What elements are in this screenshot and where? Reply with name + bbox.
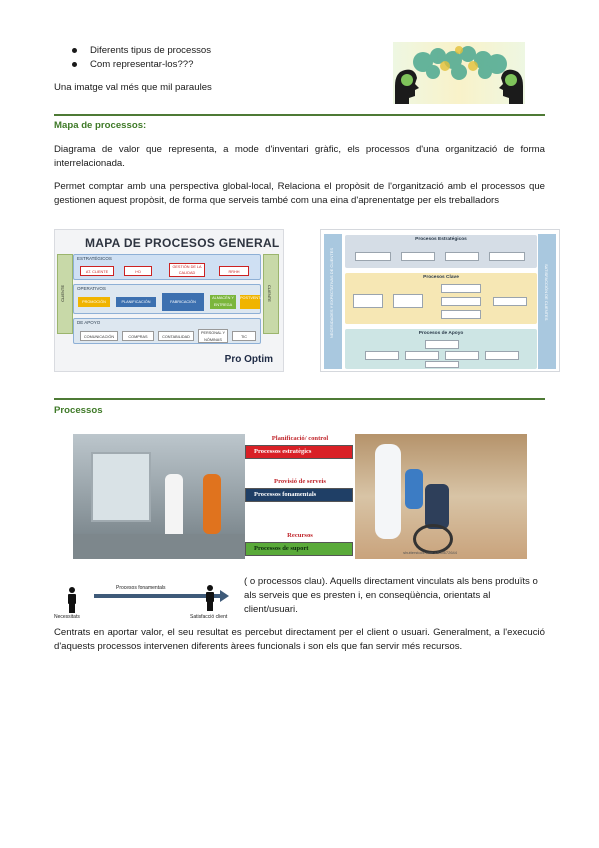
mapa-procesos-clave-figure <box>320 229 560 372</box>
process-cell <box>445 252 479 261</box>
satisfaction-side-bar <box>538 234 556 369</box>
process-cell <box>425 340 459 349</box>
figure-title: MAPA DE PROCESOS GENERAL <box>85 236 280 250</box>
block-title: Procesos Estratégicos <box>415 237 467 242</box>
clave-block <box>345 273 537 324</box>
process-cell <box>425 361 459 368</box>
process-box: RRHH <box>219 266 249 276</box>
caption-planificacio: Planificació/ control <box>271 435 329 442</box>
process-cell <box>393 294 423 308</box>
section-heading-processos: Processos <box>54 405 103 416</box>
process-box: FABRICACIÓN <box>162 293 204 311</box>
bar-suport: Processos de suport <box>245 542 353 556</box>
process-box: ALMACÉN Y ENTREGA <box>210 295 236 309</box>
process-cell <box>445 351 479 360</box>
band-label: DE APOYO <box>77 320 101 325</box>
process-box: AT. CLIENTE <box>80 266 114 276</box>
band-label: ESTRATÉGICOS <box>77 256 112 261</box>
process-box: PERSONAL Y NÓMINAS <box>198 329 228 343</box>
process-cell <box>405 351 439 360</box>
process-box: I+D <box>124 266 152 276</box>
paragraph: Centrats en aportar valor, el seu resultat es percebut directament per el client o usuari. Generalment, a l'execució d'aquests processos intervenen diferents àrees funcionals i son els que fan servir més recursos. <box>54 627 545 652</box>
process-cell <box>485 351 519 360</box>
process-cell <box>365 351 399 360</box>
process-box: PLANIFICACIÓN <box>116 297 156 307</box>
arrow-label: Procesos fonamentals <box>116 585 166 591</box>
bullet-item: Com representar-los??? <box>72 58 211 72</box>
process-box: COMUNICACIÓN <box>80 331 118 341</box>
apoyo-band <box>73 318 261 344</box>
process-box: POSTVENTA <box>240 295 260 309</box>
needs-side-bar <box>324 234 342 369</box>
process-box: PROMOCIÓN <box>78 297 110 307</box>
process-cell <box>441 284 481 293</box>
process-cell <box>401 252 435 261</box>
process-cell <box>489 252 525 261</box>
cliente-left-label: CLIENTE <box>60 285 65 302</box>
process-cell <box>441 310 481 319</box>
bullet-list <box>72 44 211 72</box>
block-title: Procesos Clave <box>423 275 459 280</box>
bar-estrategics: Processos estratègics <box>245 445 353 459</box>
stock-watermark: shutterstock.com • 533672644 <box>403 550 457 556</box>
intro-line: Una imatge val més que mil paraules <box>54 82 212 93</box>
band-label: OPERATIVOS <box>77 286 106 291</box>
estrategicos-band <box>73 254 261 280</box>
block-title: Procesos de Apoyo <box>418 331 464 336</box>
arrow-line <box>94 594 222 598</box>
mapa-procesos-general-figure <box>54 229 284 372</box>
process-box: TIC <box>232 331 256 341</box>
processos-photo-figure <box>73 434 527 559</box>
stick-figure-diagram <box>54 583 240 623</box>
paragraph: Permet comptar amb una perspectiva global-local, Relaciona el propòsit de l'organització amb el processos que gestionen aquest propòsit, de forma que serveis també com una eina d'aprenentatge per els treballadors <box>54 181 545 206</box>
process-cell <box>441 297 481 306</box>
estrategicos-block <box>345 235 537 268</box>
operativos-band <box>73 284 261 314</box>
needs-label: NECESIDADES Y EXPECTATIVAS DE CLIENTES <box>329 248 334 339</box>
heads-icon <box>393 42 525 104</box>
hospital-corridor-photo <box>73 434 245 559</box>
section-heading-mapa: Mapa de processos: <box>54 120 147 131</box>
paragraph-right: ( o processos clau). Aquells directament vinculats als bens produïts o als serveis que es presten i, en conseqüència, orientats al client/usuari. <box>244 576 538 615</box>
bullet-item: Diferents tipus de processos <box>72 44 211 58</box>
cliente-left-bar <box>57 254 73 334</box>
bar-fonamentals: Processos fonamentals <box>245 488 353 502</box>
satisfaction-label: SATISFACCIÓN DE CLIENTES <box>543 264 549 321</box>
cliente-right-label: CLIENTE <box>266 285 272 302</box>
section-divider <box>54 398 545 400</box>
process-box: GESTIÓN DE LA CALIDAD <box>169 263 205 277</box>
right-label: Satisfacció client <box>190 614 228 620</box>
caption-provisio: Provisió de serveis <box>274 478 326 485</box>
process-cell <box>355 252 391 261</box>
two-heads-illustration <box>393 42 525 104</box>
section-divider <box>54 114 545 116</box>
prooptim-logo: Pro Optim <box>224 353 273 365</box>
person-icon <box>66 587 78 613</box>
nurse-wheelchair-photo <box>355 434 527 559</box>
process-cell <box>493 297 527 306</box>
process-box: CONTABILIDAD <box>158 331 194 341</box>
apoyo-block <box>345 329 537 369</box>
process-box: COMPRAS <box>122 331 154 341</box>
paragraph: Diagrama de valor que representa, a mode d'inventari gràfic, els processos d'una organització de forma interrelacionada. <box>54 144 545 169</box>
process-levels-diagram <box>245 434 355 559</box>
left-label: Necessitats <box>54 614 80 620</box>
happy-person-icon <box>204 585 216 611</box>
cliente-right-bar <box>263 254 279 334</box>
process-cell <box>353 294 383 308</box>
arrow-right-icon <box>220 590 229 602</box>
caption-recursos: Recursos <box>287 532 313 539</box>
